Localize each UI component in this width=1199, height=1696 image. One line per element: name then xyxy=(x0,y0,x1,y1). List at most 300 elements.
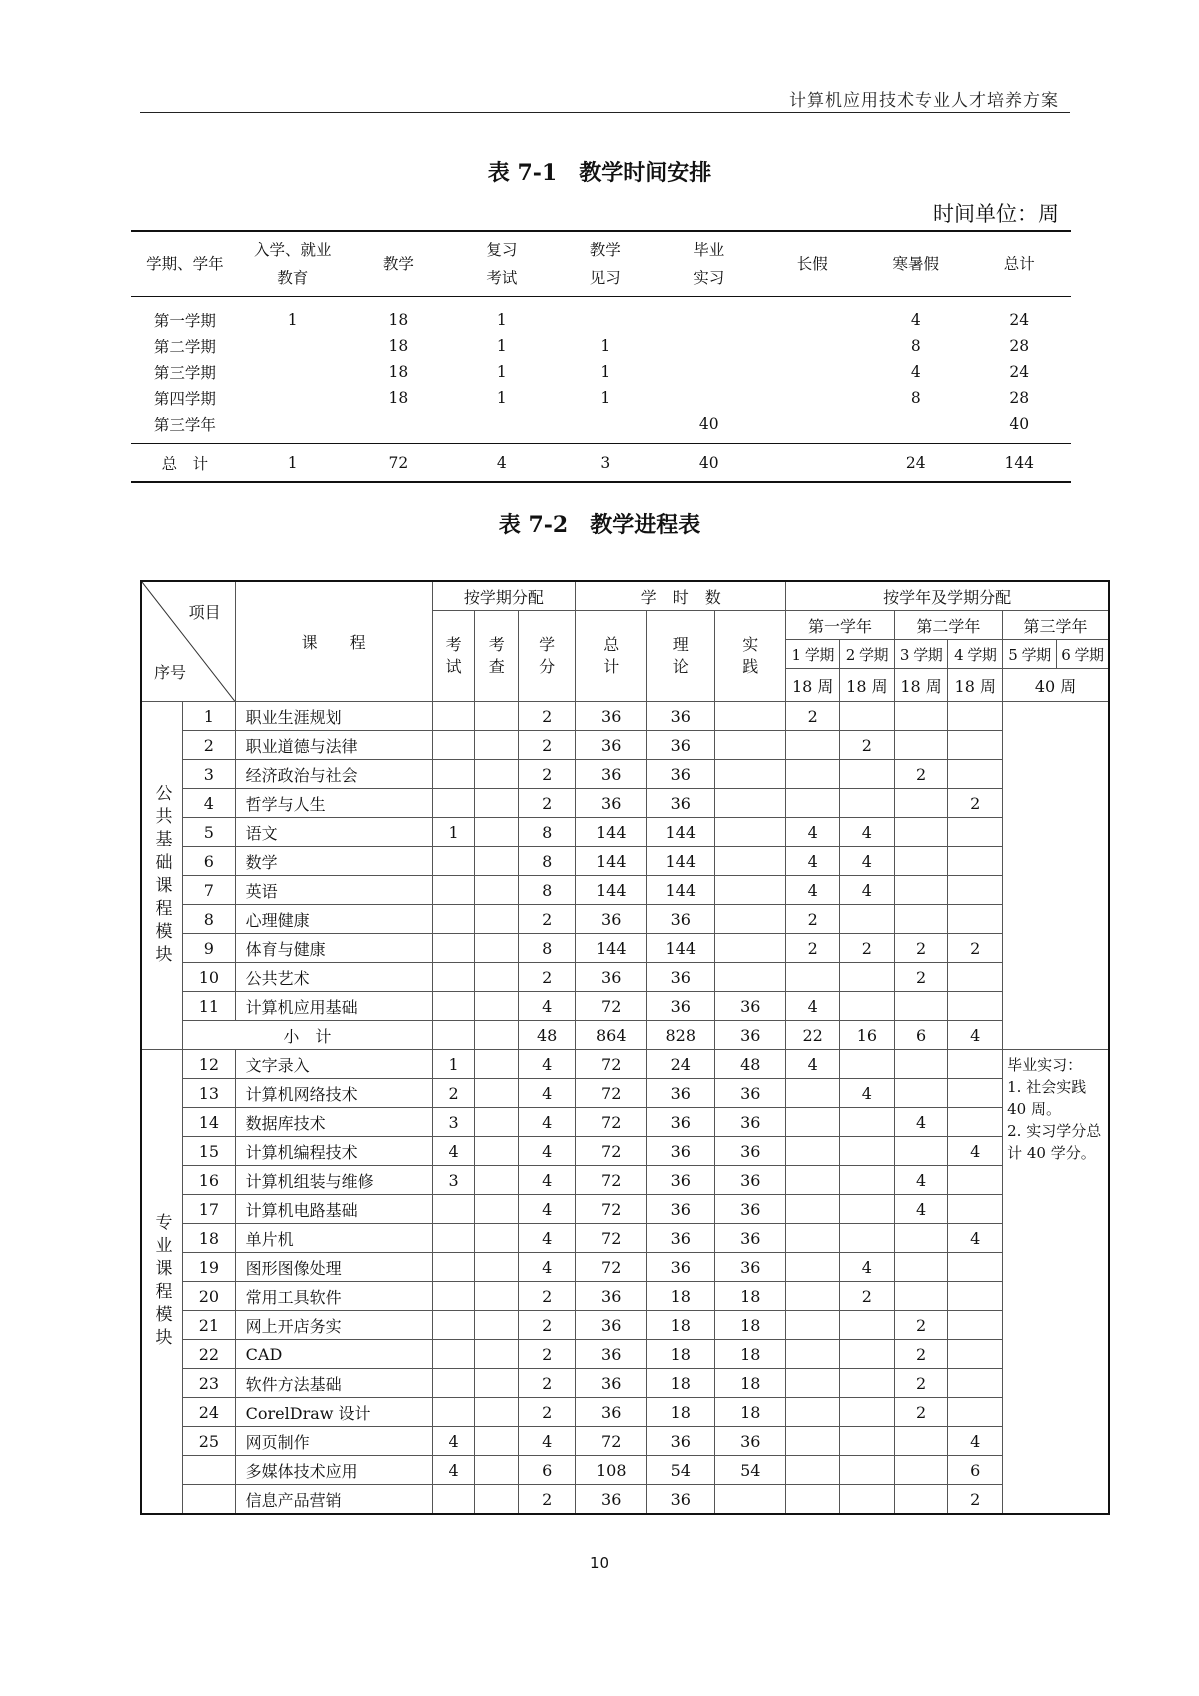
total-hours-cell: 144 xyxy=(576,818,647,847)
table1-cell xyxy=(239,411,347,444)
theory-hours-cell: 36 xyxy=(647,731,715,760)
sem3-cell xyxy=(894,847,948,876)
course-name-cell: 图形图像处理 xyxy=(235,1253,432,1282)
course-name-cell: 计算机电路基础 xyxy=(235,1195,432,1224)
sem3-cell xyxy=(894,1050,948,1079)
total-hours-cell: 144 xyxy=(576,876,647,905)
sem2-header: 2 学期 xyxy=(840,640,895,669)
sem4-cell xyxy=(948,818,1003,847)
weeks-year3: 40 周 xyxy=(1003,669,1109,702)
check-cell xyxy=(475,1137,519,1166)
exam-cell xyxy=(432,1224,475,1253)
weeks-sem2: 18 周 xyxy=(840,669,895,702)
sem3-cell xyxy=(894,1485,948,1515)
sem1-cell xyxy=(786,1079,840,1108)
sem4-cell: 4 xyxy=(948,1427,1003,1456)
course-row xyxy=(141,1427,1109,1456)
theory-hours-cell: 36 xyxy=(647,963,715,992)
table1-cell xyxy=(761,333,864,359)
total-hours-cell: 36 xyxy=(576,1398,647,1427)
seq-cell: 19 xyxy=(183,1253,236,1282)
check-cell xyxy=(475,1456,519,1485)
theory-hours-cell: 18 xyxy=(647,1282,715,1311)
subtotal-cell xyxy=(475,1021,519,1050)
internship-note-line1: 1. 社会实践 40 周。 xyxy=(1007,1078,1087,1118)
table1-cell: 第一学期 xyxy=(153,312,216,330)
subtotal-cell: 16 xyxy=(840,1021,895,1050)
total-hours-cell: 36 xyxy=(576,731,647,760)
course-name-cell: CorelDraw 设计 xyxy=(235,1398,432,1427)
table1-total-cell: 3 xyxy=(554,444,657,483)
sem4-cell: 4 xyxy=(948,1137,1003,1166)
credit-cell: 2 xyxy=(519,1398,576,1427)
sem4-cell: 2 xyxy=(948,789,1003,818)
sem1-cell xyxy=(786,1195,840,1224)
credit-cell: 2 xyxy=(519,789,576,818)
table1-cell xyxy=(239,333,347,359)
practice-hours-cell: 54 xyxy=(715,1456,786,1485)
exam-cell: 3 xyxy=(432,1166,475,1195)
exam-cell xyxy=(432,1340,475,1369)
table1-cell: 第三学年 xyxy=(153,416,216,434)
credit-cell: 4 xyxy=(519,1137,576,1166)
course-name-cell: 职业道德与法律 xyxy=(235,731,432,760)
check-cell xyxy=(475,702,519,731)
check-cell xyxy=(475,1398,519,1427)
course-name-cell: 数据库技术 xyxy=(235,1108,432,1137)
public-module-text: 公共基础课程模块 xyxy=(151,783,172,968)
table1-cell xyxy=(239,359,347,385)
check-cell xyxy=(475,1427,519,1456)
total-hours-cell: 36 xyxy=(576,1369,647,1398)
sem2-cell xyxy=(840,1311,895,1340)
seq-cell: 5 xyxy=(183,818,236,847)
sem3-cell xyxy=(894,1456,948,1485)
table1-col-header: 毕业 实习 xyxy=(657,231,760,297)
total-hours-cell: 36 xyxy=(576,905,647,934)
table1-row xyxy=(131,297,1071,334)
sem2-cell xyxy=(840,1166,895,1195)
course-name-cell: 常用工具软件 xyxy=(235,1282,432,1311)
total-hours-cell: 36 xyxy=(576,963,647,992)
course-name-cell: 文字录入 xyxy=(235,1050,432,1079)
table1-cell: 1 xyxy=(600,389,611,407)
professional-module-text: 专业课程模块 xyxy=(151,1212,172,1351)
theory-hours-cell: 18 xyxy=(647,1398,715,1427)
course-row xyxy=(141,1079,1109,1108)
sem3-cell: 2 xyxy=(894,963,948,992)
course-row xyxy=(141,876,1109,905)
course-row xyxy=(141,1224,1109,1253)
seq-cell: 7 xyxy=(183,876,236,905)
table1-total-cell: 4 xyxy=(450,444,553,483)
year2-header: 第二学年 xyxy=(894,611,1002,640)
table1-cell xyxy=(761,411,864,444)
weeks-sem3: 18 周 xyxy=(894,669,948,702)
theory-hours-cell: 18 xyxy=(647,1340,715,1369)
exam-cell xyxy=(432,847,475,876)
table1-cell: 1 xyxy=(496,311,507,329)
sem2-cell xyxy=(840,1108,895,1137)
sem1-cell: 2 xyxy=(786,934,840,963)
theory-hours-cell: 36 xyxy=(647,702,715,731)
sem4-cell xyxy=(948,760,1003,789)
course-row xyxy=(141,992,1109,1021)
sem2-cell xyxy=(840,1050,895,1079)
practice-hours-cell xyxy=(715,731,786,760)
course-row xyxy=(141,731,1109,760)
table2-title: 表 7-2 教学进程表 xyxy=(498,512,701,538)
table1-cell: 18 xyxy=(388,363,409,381)
sem3-cell xyxy=(894,992,948,1021)
sem2-cell xyxy=(840,1398,895,1427)
credit-cell: 8 xyxy=(519,934,576,963)
course-name-cell: 数学 xyxy=(235,847,432,876)
weeks-sem4: 18 周 xyxy=(948,669,1003,702)
table1-cell: 18 xyxy=(388,337,409,355)
check-cell xyxy=(475,876,519,905)
year3-blank-cell xyxy=(1003,702,1109,1050)
sem3-cell: 4 xyxy=(894,1108,948,1137)
practice-hours-cell: 36 xyxy=(715,992,786,1021)
sem1-cell xyxy=(786,1311,840,1340)
course-row xyxy=(141,1253,1109,1282)
table1-cell: 第二学期 xyxy=(153,338,216,356)
table1-total-cell: 24 xyxy=(864,444,967,483)
sem4-cell xyxy=(948,702,1003,731)
theory-hours-cell: 36 xyxy=(647,789,715,818)
course-name-cell: 计算机编程技术 xyxy=(235,1137,432,1166)
table1-cell: 8 xyxy=(910,337,921,355)
sem4-cell: 2 xyxy=(948,1485,1003,1515)
exam-cell xyxy=(432,934,475,963)
table1-col-header: 长假 xyxy=(761,231,864,297)
sem4-cell: 4 xyxy=(948,1224,1003,1253)
table1-total-cell: 总 计 xyxy=(131,444,239,483)
course-name-cell: 英语 xyxy=(235,876,432,905)
table1-total-cell: 40 xyxy=(657,444,760,483)
exam-cell xyxy=(432,992,475,1021)
sem3-header: 3 学期 xyxy=(894,640,948,669)
sem3-cell: 2 xyxy=(894,760,948,789)
check-cell xyxy=(475,731,519,760)
exam-cell xyxy=(432,731,475,760)
course-row xyxy=(141,963,1109,992)
teaching-progress-table xyxy=(140,580,1110,1515)
sem3-cell: 4 xyxy=(894,1166,948,1195)
course-row xyxy=(141,1166,1109,1195)
exam-cell: 1 xyxy=(432,818,475,847)
practice-hours-cell xyxy=(715,847,786,876)
sem2-cell xyxy=(840,1195,895,1224)
check-cell xyxy=(475,1485,519,1515)
check-cell xyxy=(475,847,519,876)
sem2-cell xyxy=(840,963,895,992)
table1-cell xyxy=(239,385,347,411)
year3-header: 第三学年 xyxy=(1003,611,1109,640)
course-name-cell: 语文 xyxy=(235,818,432,847)
theory-hours-cell: 18 xyxy=(647,1311,715,1340)
sem2-cell: 4 xyxy=(840,1253,895,1282)
exam-cell: 4 xyxy=(432,1456,475,1485)
hours-header: 学 时 数 xyxy=(576,581,786,611)
table1-cell: 4 xyxy=(910,311,921,329)
sem4-cell xyxy=(948,1282,1003,1311)
sem2-cell xyxy=(840,760,895,789)
check-cell xyxy=(475,1079,519,1108)
table1-cell xyxy=(347,411,450,444)
sem4-cell xyxy=(948,992,1003,1021)
sem4-cell xyxy=(948,731,1003,760)
table1-total-row xyxy=(131,444,1071,483)
credit-cell: 8 xyxy=(519,847,576,876)
theory-hours-cell: 36 xyxy=(647,1079,715,1108)
course-row xyxy=(141,1398,1109,1427)
sem4-cell xyxy=(948,905,1003,934)
practice-hours-cell xyxy=(715,963,786,992)
theory-hours-cell: 36 xyxy=(647,992,715,1021)
table1-row xyxy=(131,333,1071,359)
sem2-cell: 2 xyxy=(840,1282,895,1311)
seq-cell: 20 xyxy=(183,1282,236,1311)
seq-cell: 18 xyxy=(183,1224,236,1253)
sem1-cell xyxy=(786,1456,840,1485)
sem2-cell xyxy=(840,1340,895,1369)
sem1-cell: 4 xyxy=(786,847,840,876)
subtotal-cell: 4 xyxy=(948,1021,1003,1050)
table1-cell xyxy=(657,297,760,334)
practice-hours-cell xyxy=(715,905,786,934)
sem3-cell xyxy=(894,1427,948,1456)
credit-cell: 4 xyxy=(519,1224,576,1253)
sem5-header: 5 学期 xyxy=(1003,640,1057,669)
seq-cell: 8 xyxy=(183,905,236,934)
total-hours-cell: 108 xyxy=(576,1456,647,1485)
check-cell xyxy=(475,1282,519,1311)
table1-row xyxy=(131,385,1071,411)
total-hours-cell: 72 xyxy=(576,1195,647,1224)
course-name-cell: 心理健康 xyxy=(235,905,432,934)
sem3-cell: 2 xyxy=(894,1398,948,1427)
total-hours-cell: 36 xyxy=(576,1485,647,1515)
course-name-cell: 网页制作 xyxy=(235,1427,432,1456)
exam-cell xyxy=(432,876,475,905)
course-name-cell: 计算机应用基础 xyxy=(235,992,432,1021)
sem1-cell xyxy=(786,1369,840,1398)
table1-cell xyxy=(657,333,760,359)
sem1-cell xyxy=(786,1427,840,1456)
practice-hours-cell: 18 xyxy=(715,1398,786,1427)
table1-col-header: 寒暑假 xyxy=(864,231,967,297)
seq-cell: 22 xyxy=(183,1340,236,1369)
exam-cell xyxy=(432,1485,475,1515)
sem3-cell xyxy=(894,1137,948,1166)
sem1-cell xyxy=(786,789,840,818)
by-year-header: 按学年及学期分配 xyxy=(786,581,1109,611)
sem2-cell xyxy=(840,1224,895,1253)
course-row xyxy=(141,1456,1109,1485)
table1-col-header: 总计 xyxy=(968,231,1072,297)
sem1-cell xyxy=(786,1398,840,1427)
course-row xyxy=(141,1195,1109,1224)
table1-cell: 28 xyxy=(1009,389,1030,407)
sem3-cell: 2 xyxy=(894,1340,948,1369)
sem1-cell xyxy=(786,1166,840,1195)
exam-cell xyxy=(432,1253,475,1282)
sem4-cell xyxy=(948,1195,1003,1224)
total-hours-cell: 72 xyxy=(576,1166,647,1195)
exam-cell xyxy=(432,1398,475,1427)
table1-cell: 4 xyxy=(910,363,921,381)
seq-cell: 25 xyxy=(183,1427,236,1456)
theory-hours-cell: 36 xyxy=(647,760,715,789)
seq-cell: 2 xyxy=(183,731,236,760)
sem2-cell xyxy=(840,789,895,818)
theory-hours-cell: 144 xyxy=(647,876,715,905)
course-row xyxy=(141,847,1109,876)
total-hours-cell: 72 xyxy=(576,1050,647,1079)
check-cell xyxy=(475,1108,519,1137)
sem3-cell: 2 xyxy=(894,934,948,963)
course-name-cell: 单片机 xyxy=(235,1224,432,1253)
course-name-cell: 经济政治与社会 xyxy=(235,760,432,789)
sem4-cell: 6 xyxy=(948,1456,1003,1485)
check-cell xyxy=(475,789,519,818)
sem3-cell xyxy=(894,818,948,847)
theory-hours-cell: 144 xyxy=(647,934,715,963)
seq-cell: 21 xyxy=(183,1311,236,1340)
professional-module-label xyxy=(141,1050,183,1515)
sem3-cell xyxy=(894,1079,948,1108)
practice-hours-cell: 36 xyxy=(715,1224,786,1253)
credit-cell: 2 xyxy=(519,1369,576,1398)
sem4-cell xyxy=(948,1050,1003,1079)
subtotal-cell: 6 xyxy=(894,1021,948,1050)
sem4-cell xyxy=(948,1253,1003,1282)
seq-cell: 9 xyxy=(183,934,236,963)
seq-cell: 11 xyxy=(183,992,236,1021)
year1-header: 第一学年 xyxy=(786,611,894,640)
total-hours-cell: 36 xyxy=(576,1340,647,1369)
course-header: 课 程 xyxy=(235,581,432,702)
total-hours-cell: 144 xyxy=(576,934,647,963)
seq-cell: 14 xyxy=(183,1108,236,1137)
practice-hours-cell: 36 xyxy=(715,1195,786,1224)
check-cell xyxy=(475,963,519,992)
practice-hours-cell: 36 xyxy=(715,1166,786,1195)
sem1-cell xyxy=(786,963,840,992)
sem1-cell xyxy=(786,1282,840,1311)
course-name-cell: 网上开店务实 xyxy=(235,1311,432,1340)
table1-cell: 40 xyxy=(698,415,719,433)
course-row xyxy=(141,1108,1109,1137)
credit-cell: 2 xyxy=(519,1311,576,1340)
table1-cell: 18 xyxy=(388,389,409,407)
practice-hours-cell: 18 xyxy=(715,1369,786,1398)
seq-cell: 10 xyxy=(183,963,236,992)
table1-cell: 1 xyxy=(496,363,507,381)
sem2-cell: 2 xyxy=(840,934,895,963)
sem2-cell xyxy=(840,992,895,1021)
course-name-cell: 软件方法基础 xyxy=(235,1369,432,1398)
seq-cell: 23 xyxy=(183,1369,236,1398)
credit-cell: 8 xyxy=(519,818,576,847)
table1-cell: 1 xyxy=(496,389,507,407)
theory-hours-cell: 24 xyxy=(647,1050,715,1079)
credit-cell: 2 xyxy=(519,1340,576,1369)
theory-hours-cell: 18 xyxy=(647,1369,715,1398)
sem1-cell: 2 xyxy=(786,702,840,731)
table1-cell xyxy=(554,411,657,444)
course-name-cell: 公共艺术 xyxy=(235,963,432,992)
running-header: 计算机应用技术专业人才培养方案 xyxy=(789,91,1059,111)
exam-cell xyxy=(432,702,475,731)
sem1-cell xyxy=(786,1137,840,1166)
course-row xyxy=(141,818,1109,847)
practice-hours-cell: 36 xyxy=(715,1253,786,1282)
seq-cell: 3 xyxy=(183,760,236,789)
exam-cell xyxy=(432,1311,475,1340)
subtotal-cell xyxy=(432,1021,475,1050)
seq-cell xyxy=(183,1485,236,1515)
sem1-cell: 4 xyxy=(786,992,840,1021)
table1-title: 表 7-1 教学时间安排 xyxy=(487,160,712,186)
sem4-cell xyxy=(948,1398,1003,1427)
seq-cell: 16 xyxy=(183,1166,236,1195)
check-cell xyxy=(475,905,519,934)
table1-col-header: 入学、就业 教育 xyxy=(239,231,347,297)
sem4-cell xyxy=(948,1311,1003,1340)
check-cell xyxy=(475,818,519,847)
credit-cell: 2 xyxy=(519,702,576,731)
exam-cell xyxy=(432,1195,475,1224)
sem2-cell xyxy=(840,1369,895,1398)
check-cell xyxy=(475,1166,519,1195)
table1-cell xyxy=(657,359,760,385)
sem2-cell: 4 xyxy=(840,1079,895,1108)
exam-cell xyxy=(432,789,475,818)
check-cell xyxy=(475,1224,519,1253)
page-number: 10 xyxy=(589,1554,610,1572)
item-label: 项目 xyxy=(188,603,221,622)
sem2-cell xyxy=(840,905,895,934)
sem3-cell xyxy=(894,731,948,760)
check-cell xyxy=(475,934,519,963)
seq-cell: 12 xyxy=(183,1050,236,1079)
course-name-cell: 信息产品营销 xyxy=(235,1485,432,1515)
course-name-cell: 哲学与人生 xyxy=(235,789,432,818)
credit-cell: 4 xyxy=(519,1166,576,1195)
theory-hours-cell: 36 xyxy=(647,1427,715,1456)
practice-hours-cell xyxy=(715,760,786,789)
course-name-cell: 计算机网络技术 xyxy=(235,1079,432,1108)
credit-cell: 2 xyxy=(519,731,576,760)
sem2-cell xyxy=(840,1137,895,1166)
credit-cell: 2 xyxy=(519,963,576,992)
sem6-header: 6 学期 xyxy=(1056,640,1109,669)
practice-hours-cell: 18 xyxy=(715,1282,786,1311)
course-name-cell: 计算机组装与维修 xyxy=(235,1166,432,1195)
total-hours-cell: 72 xyxy=(576,1253,647,1282)
sem1-cell: 4 xyxy=(786,818,840,847)
sem4-cell xyxy=(948,1166,1003,1195)
table1-cell xyxy=(761,385,864,411)
course-row xyxy=(141,1485,1109,1515)
theory-hours-cell: 144 xyxy=(647,847,715,876)
table1-cell xyxy=(761,359,864,385)
sem1-cell xyxy=(786,1340,840,1369)
theory-hours-cell: 36 xyxy=(647,1137,715,1166)
